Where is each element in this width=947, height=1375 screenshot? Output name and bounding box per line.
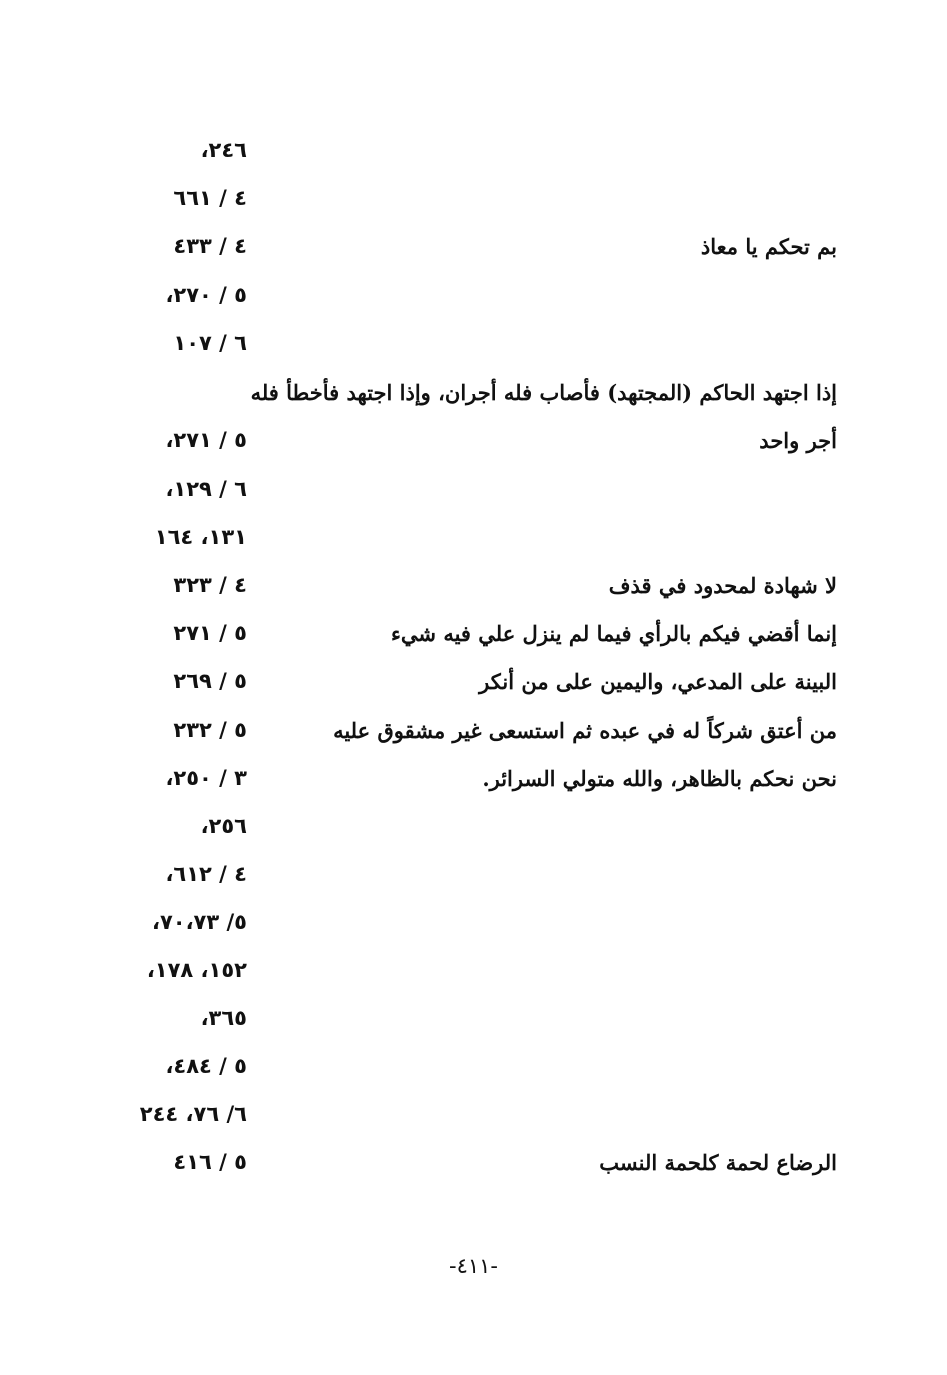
hadith-text: نحن نحكم بالظاهر، والله متولي السرائر. [482,766,837,791]
reference: ٢٤٦، [200,138,247,162]
reference: ٥ / ٢٦٩ [173,669,247,693]
reference: ٥ / ٢٧٠، [165,283,247,307]
reference: ٥ / ٢٧١ [173,621,247,645]
hadith-text: من أعتق شركاً له في عبده ثم استسعى غير مشقوق عليه [333,718,837,743]
reference: ٦ / ١٠٧ [173,331,247,355]
reference: ٥ / ٢٧١، [165,428,247,452]
hadith-text: إذا اجتهد الحاكم (المجتهد) فأصاب فله أجران، وإذا اجتهد فأخطأ فله [250,380,837,405]
hadith-text: لا شهادة لمحدود في قذف [608,573,837,598]
reference: ٤ / ٦٦١ [173,186,247,210]
reference: ٥ / ٢٣٢ [173,718,247,742]
reference: ٢٥٦، [200,814,247,838]
reference: ١٥٢، ١٧٨، [146,958,247,982]
reference: ٦ / ١٢٩، [165,477,247,501]
reference: ٥/ ٧٠،٧٣، [151,910,247,934]
hadith-text: الرضاع لحمة كلحمة النسب [599,1150,837,1175]
page-number: -٤١١- [449,1254,498,1278]
hadith-text: بم تحكم يا معاذ [700,234,837,259]
reference: ٥ / ٤١٦ [173,1150,247,1174]
reference: ٤ / ٦١٢، [165,862,247,886]
hadith-text: أجر واحد [759,428,837,453]
reference: ٣٦٥، [200,1006,247,1030]
hadith-text: إنما أقضي فيكم بالرأي فيما لم ينزل علي فيه شيء [391,621,837,646]
reference: ٣ / ٢٥٠، [165,766,247,790]
reference: ٥ / ٤٨٤، [165,1054,247,1078]
reference: ٦/ ٧٦، ٢٤٤ [139,1102,247,1126]
reference: ٤ / ٤٣٣ [173,234,247,258]
reference: ١٣١، ١٦٤ [154,525,247,549]
hadith-text: البينة على المدعي، واليمين على من أنكر [479,669,837,694]
reference: ٤ / ٣٢٣ [173,573,247,597]
